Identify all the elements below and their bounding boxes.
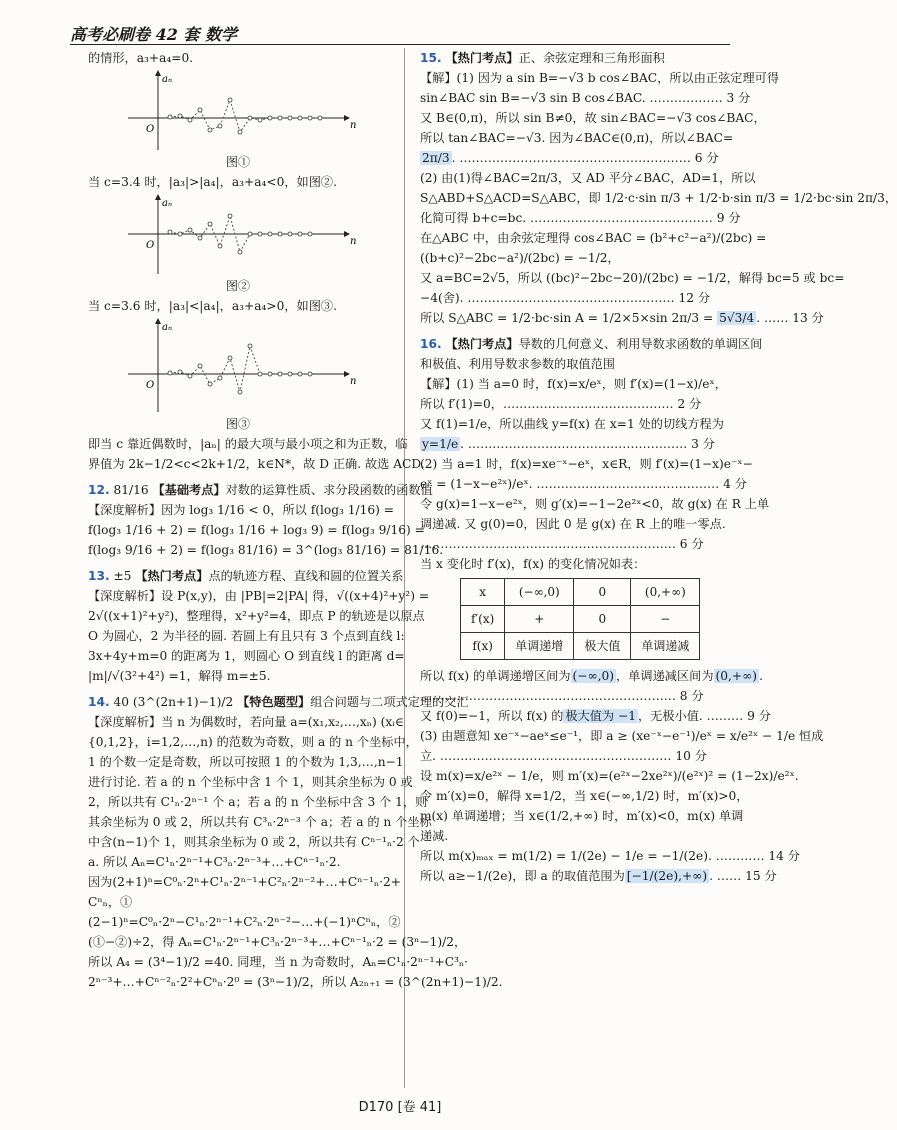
sequence-plot-1 [88, 70, 388, 152]
q16-line-9: ……………………………………………………… 6 分 [420, 537, 704, 551]
svg-text:O: O [146, 124, 155, 135]
table-cell: − [631, 606, 700, 633]
svg-text:O: O [146, 380, 155, 391]
q14-heading [88, 692, 469, 712]
q12-number: 12. [88, 483, 110, 497]
q16-line-13-c: ，无极小值. ……… 9 分 [638, 709, 771, 723]
q15-line-1: 【解】(1) 因为 a sin B=−√3 b cos∠BAC，所以由正弦定理可得 [420, 71, 780, 85]
q14-line-11: (2−1)ⁿ=C⁰ₙ·2ⁿ−C¹ₙ·2ⁿ⁻¹+C²ₙ·2ⁿ⁻²−…+(−1)ⁿCⁿₙ，② [88, 915, 401, 929]
figure-3 [88, 318, 388, 414]
q14-line-4: 进行讨论. 若 a 的 n 个坐标中含 1 个 1，则其余坐标为 0 或 [88, 775, 413, 789]
table-cell: 0 [574, 606, 631, 633]
q14-line-2: {0,1,2}，i=1,2,…,n) 的范数为奇数，则 a 的 n 个坐标中， [88, 735, 418, 749]
q16-highlight-decreasing: (0,+∞) [715, 669, 758, 683]
q14-topic: 组合问题与二项式定理的交汇 [310, 695, 469, 709]
table-cell: 单调递增 [505, 633, 574, 660]
q16-line-2: 所以 f′(1)=0，…………………………………… 2 分 [420, 397, 702, 411]
q12-line-2: f(log₃ 1/16 + 2) = f(log₃ 1/16 + log₃ 9) = f(log₃ 9/16) = [88, 523, 425, 537]
q16-line-21 [420, 866, 777, 886]
q16-line-11 [420, 666, 763, 686]
right-column [420, 48, 897, 886]
table-row [461, 606, 700, 633]
q15-line-13 [420, 308, 824, 328]
q15-line-10: ((b+c)²−2bc−a²)/(2bc) = −1/2， [420, 251, 620, 265]
table-cell: (−∞,0) [505, 579, 574, 606]
page-footer: D170 [卷 41] [358, 1100, 442, 1115]
q14-line-13: 所以 A₄ = (3⁴−1)/2 =40. 同理，当 n 为奇数时，Aₙ=C¹ₙ·2ⁿ⁻¹+C³ₙ· [88, 955, 469, 969]
q15-tag: 【热门考点】 [445, 51, 519, 65]
intro-line: 的情形，a₃+a₄=0. [88, 51, 194, 65]
column-divider [404, 48, 405, 1088]
q16-tag: 【热门考点】 [445, 337, 519, 351]
svg-text:aₙ: aₙ [162, 74, 173, 85]
q16-line-21-a: 所以 a≥−1/(2e)，即 a 的取值范围为 [420, 869, 625, 883]
q15-topic: 正、余弦定理和三角形面积 [518, 51, 665, 65]
q14-line-3: 1 的个数一定是奇数，所以可按照 1 的个数为 1,3,…,n−1 [88, 755, 404, 769]
q14-line-5: 2，所以共有 C¹ₙ·2ⁿ⁻¹ 个 a；若 a 的 n 个坐标中含 3 个 1，则 [88, 795, 428, 809]
q16-line-4-rest: . ……………………………………………… 3 分 [460, 437, 715, 451]
figure-3-caption: 图③ [225, 417, 250, 431]
q15-line-13-start: 所以 S△ABC = 1/2·bc·sin A = 1/2×5×sin 2π/3 = [420, 311, 718, 325]
q16-line-5: (2) 当 a=1 时，f(x)=xe⁻ˣ−eˣ，x∈R，则 f′(x)=(1−x)e⁻ˣ− [420, 457, 753, 471]
table-cell: (0,+∞) [631, 579, 700, 606]
q14-line-7: 中含(n−1)个 1，则其余坐标为 0 或 2，所以共有 Cⁿ⁻¹ₙ·2 个 [88, 835, 420, 849]
q16-topic-2: 和极值、利用导数求参数的取值范围 [420, 357, 615, 371]
q14-line-8: a. 所以 Aₙ=C¹ₙ·2ⁿ⁻¹+C³ₙ·2ⁿ⁻³+…+Cⁿ⁻¹ₙ·2. [88, 855, 341, 869]
figure-2 [88, 194, 388, 276]
q13-number: 13. [88, 569, 110, 583]
q15-line-5 [420, 148, 740, 168]
q16-line-13-a: 又 f(0)=−1，所以 f(x) 的 [420, 709, 564, 723]
table-row [461, 633, 700, 660]
svg-text:aₙ: aₙ [162, 322, 173, 333]
q16-line-16: 设 m(x)=x/e²ˣ − 1/e，则 m′(x)=(e²ˣ−2xe²ˣ)/(e²ˣ)² = (1−2x)/e²ˣ. [420, 769, 799, 783]
table-cell: x [461, 579, 505, 606]
q16-line-11-e: . [759, 669, 763, 683]
q12-answer: 81/16 [113, 483, 149, 497]
q16-line-18: m(x) 单调递增；当 x∈(1/2,+∞) 时，m′(x)<0，m(x) 单调 [420, 809, 744, 823]
q16-line-6: eˣ = (1−x−e²ˣ)/eˣ. ……………………………………… 4 分 [420, 477, 747, 491]
figure-1-caption: 图① [225, 155, 250, 169]
q13-line-3: O 为圆心，2 为半径的圆. 若圆上有且只有 3 个点到直线 l: [88, 629, 405, 643]
case-c36: 当 c=3.6 时，|a₃|<|a₄|，a₃+a₄>0，如图③. [88, 299, 337, 313]
q13-heading [88, 566, 404, 586]
q12-tag: 【基础考点】 [152, 483, 226, 497]
q15-line-12: −4(舍). …………………………………………… 12 分 [420, 291, 711, 305]
q13-line-5: |m|/√(3²+4²) =1，解得 m=±5. [88, 669, 271, 683]
q14-line-12: (①−②)÷2，得 Aₙ=C¹ₙ·2ⁿ⁻¹+C³ₙ·2ⁿ⁻³+…+Cⁿ⁻¹ₙ·2 = (3ⁿ−1)/2， [88, 935, 467, 949]
q16-line-12: ……………………………………………………… 8 分 [420, 689, 704, 703]
q15-heading [420, 48, 740, 68]
table-cell: f(x) [461, 633, 505, 660]
figure-2-caption: 图② [225, 279, 250, 293]
q13-answer: ±5 [113, 569, 132, 583]
q16-line-13 [420, 706, 771, 726]
conclusion-line-1: 即当 c 靠近偶数时，|aₙ| 的最大项与最小项之和为正数，临 [88, 437, 408, 451]
variation-table [460, 578, 700, 660]
svg-text:n: n [350, 120, 357, 131]
q16-line-3: 又 f(1)=1/e，所以曲线 y=f(x) 在 x=1 处的切线方程为 [420, 417, 724, 431]
table-cell: 0 [574, 579, 631, 606]
q15-line-2: sin∠BAC sin B=−√3 sin B cos∠BAC. ……………… 3 分 [420, 91, 751, 105]
q16-line-4 [420, 434, 740, 454]
q16-line-21-c: . …… 15 分 [709, 869, 777, 883]
table-cell: 极大值 [574, 633, 631, 660]
q14-line-1: 【深度解析】当 n 为偶数时，若向量 a=(x₁,x₂,…,xₙ) (xᵢ∈ [88, 715, 404, 729]
q16-line-10: 当 x 变化时 f′(x)，f(x) 的变化情况如表： [420, 557, 646, 571]
q13-line-2: 2√((x+1)²+y²)，整理得，x²+y²=4，即点 P 的轨迹是以原点 [88, 609, 425, 623]
svg-text:n: n [350, 236, 357, 247]
q14-line-10: Cⁿₙ，① [88, 895, 133, 909]
q15-number: 15. [420, 51, 442, 65]
sequence-plot-3 [88, 318, 388, 414]
q16-line-19: 递减. [420, 829, 449, 843]
q14-number: 14. [88, 695, 110, 709]
svg-text:n: n [350, 376, 357, 387]
q16-highlight-max: 极大值为 −1 [565, 709, 636, 723]
case-c34: 当 c=3.4 时，|a₃|>|a₄|，a₃+a₄<0，如图②. [88, 175, 337, 189]
q15-line-6: (2) 由(1)得∠BAC=2π/3，又 AD 平分∠BAC，AD=1，所以 [420, 171, 756, 185]
q13-line-1: 【深度解析】设 P(x,y)，由 |PB|=2|PA| 得，√((x+4)²+y²) = [88, 589, 430, 603]
q15-line-7: S△ABD+S△ACD=S△ABC，即 1/2·c·sin π/3 + 1/2·b·sin π/3 = 1/2·bc·sin 2π/3， [420, 191, 897, 205]
q16-highlight-increasing: (−∞,0) [572, 669, 615, 683]
q16-line-20: 所以 m(x)ₘₐₓ = m(1/2) = 1/(2e) − 1/e = −1/(2e). ………… 14 分 [420, 849, 800, 863]
figure-1 [88, 70, 388, 152]
table-cell: 单调递减 [631, 633, 700, 660]
q12-line-3: f(log₃ 9/16 + 2) = f(log₃ 81/16) = 3^(log₃ 81/16) = 81/16. [88, 543, 444, 557]
conclusion-line-2: 界值为 2k−1/2<c<2k+1/2，k∈N*，故 D 正确. 故选 ACD. [88, 457, 425, 471]
q15-highlight-angle: 2π/3 [422, 151, 450, 165]
svg-text:aₙ: aₙ [162, 198, 173, 209]
q15-line-4: 所以 tan∠BAC=−√3. 因为∠BAC∈(0,π)，所以∠BAC= [420, 131, 734, 145]
q14-tag: 【特色题型】 [237, 695, 311, 709]
sequence-plot-2 [88, 194, 388, 276]
q15-line-8: 化简可得 b+c=bc. ……………………………………… 9 分 [420, 211, 741, 225]
q15-line-5-rest: . ………………………………………………… 6 分 [451, 151, 719, 165]
q15-highlight-area: 5√3/4 [719, 311, 755, 325]
header-rule [70, 44, 730, 45]
q12-heading [88, 480, 433, 500]
q16-line-1: 【解】(1) 当 a=0 时，f(x)=x/eˣ，则 f′(x)=(1−x)/eˣ， [420, 377, 727, 391]
table-cell: + [505, 606, 574, 633]
q12-line-1: 【深度解析】因为 log₃ 1/16 < 0，所以 f(log₃ 1/16) = [88, 503, 394, 517]
q16-line-7: 令 g(x)=1−x−e²ˣ，则 g′(x)=−1−2e²ˣ<0，故 g(x) 在 R 上单 [420, 497, 770, 511]
q16-number: 16. [420, 337, 442, 351]
q13-topic: 点的轨迹方程、直线和圆的位置关系 [208, 569, 404, 583]
q16-line-15: 立. ………………………………………………… 10 分 [420, 749, 707, 763]
page-title: 高考必刷卷 42 套 数学 [70, 25, 237, 44]
q14-line-6: 其余坐标为 0 或 2，所以共有 C³ₙ·2ⁿ⁻³ 个 a；若 a 的 n 个坐标 [88, 815, 432, 829]
q14-line-9: 因为(2+1)ⁿ=C⁰ₙ·2ⁿ+C¹ₙ·2ⁿ⁻¹+C²ₙ·2ⁿ⁻²+…+Cⁿ⁻¹ₙ·2+ [88, 875, 401, 889]
q15-line-9: 在△ABC 中，由余弦定理得 cos∠BAC = (b²+c²−a²)/(2bc) = [420, 231, 767, 245]
q16-heading [420, 334, 763, 354]
q14-line-14: 2ⁿ⁻³+…+Cⁿ⁻²ₙ·2²+Cⁿₙ·2⁰ = (3ⁿ−1)/2，所以 A₂ₙ₊₁ = (3^(2n+1)−1)/2. [88, 975, 503, 989]
q16-line-17: 令 m′(x)=0，解得 x=1/2，当 x∈(−∞,1/2) 时，m′(x)>0， [420, 789, 749, 803]
q13-line-4: 3x+4y+m=0 的距离为 1，则圆心 O 到直线 l 的距离 d= [88, 649, 405, 663]
q15-line-13-end: . …… 13 分 [756, 311, 824, 325]
table-cell: f′(x) [461, 606, 505, 633]
q15-line-3: 又 B∈(0,π)，所以 sin B≠0，故 sin∠BAC=−√3 cos∠BAC， [420, 111, 766, 125]
svg-text:O: O [146, 240, 155, 251]
table-row [461, 579, 700, 606]
q16-line-11-c: ，单调递减区间为 [616, 669, 714, 683]
q15-line-11: 又 a=BC=2√5，所以 ((bc)²−2bc−20)/(2bc) = −1/2，解得 bc=5 或 bc= [420, 271, 845, 285]
q16-line-14: (3) 由题意知 xe⁻ˣ−aeˣ≤e⁻¹，即 a ≥ (xe⁻ˣ−e⁻¹)/eˣ = x/e²ˣ − 1/e 恒成 [420, 729, 824, 743]
q16-highlight-tangent: y=1/e [422, 437, 459, 451]
q13-tag: 【热门考点】 [135, 569, 209, 583]
q16-highlight-range: [−1/(2e),+∞) [626, 869, 708, 883]
q16-line-8: 调递减. 又 g(0)=0，因此 0 是 g(x) 在 R 上的唯一零点. [420, 517, 726, 531]
q12-topic: 对数的运算性质、求分段函数的函数值 [225, 483, 433, 497]
q16-line-11-a: 所以 f(x) 的单调递增区间为 [420, 669, 571, 683]
q14-answer: 40 (3^(2n+1)−1)/2 [113, 695, 234, 709]
q16-topic-1: 导数的几何意义、利用导数求函数的单调区间 [518, 337, 763, 351]
